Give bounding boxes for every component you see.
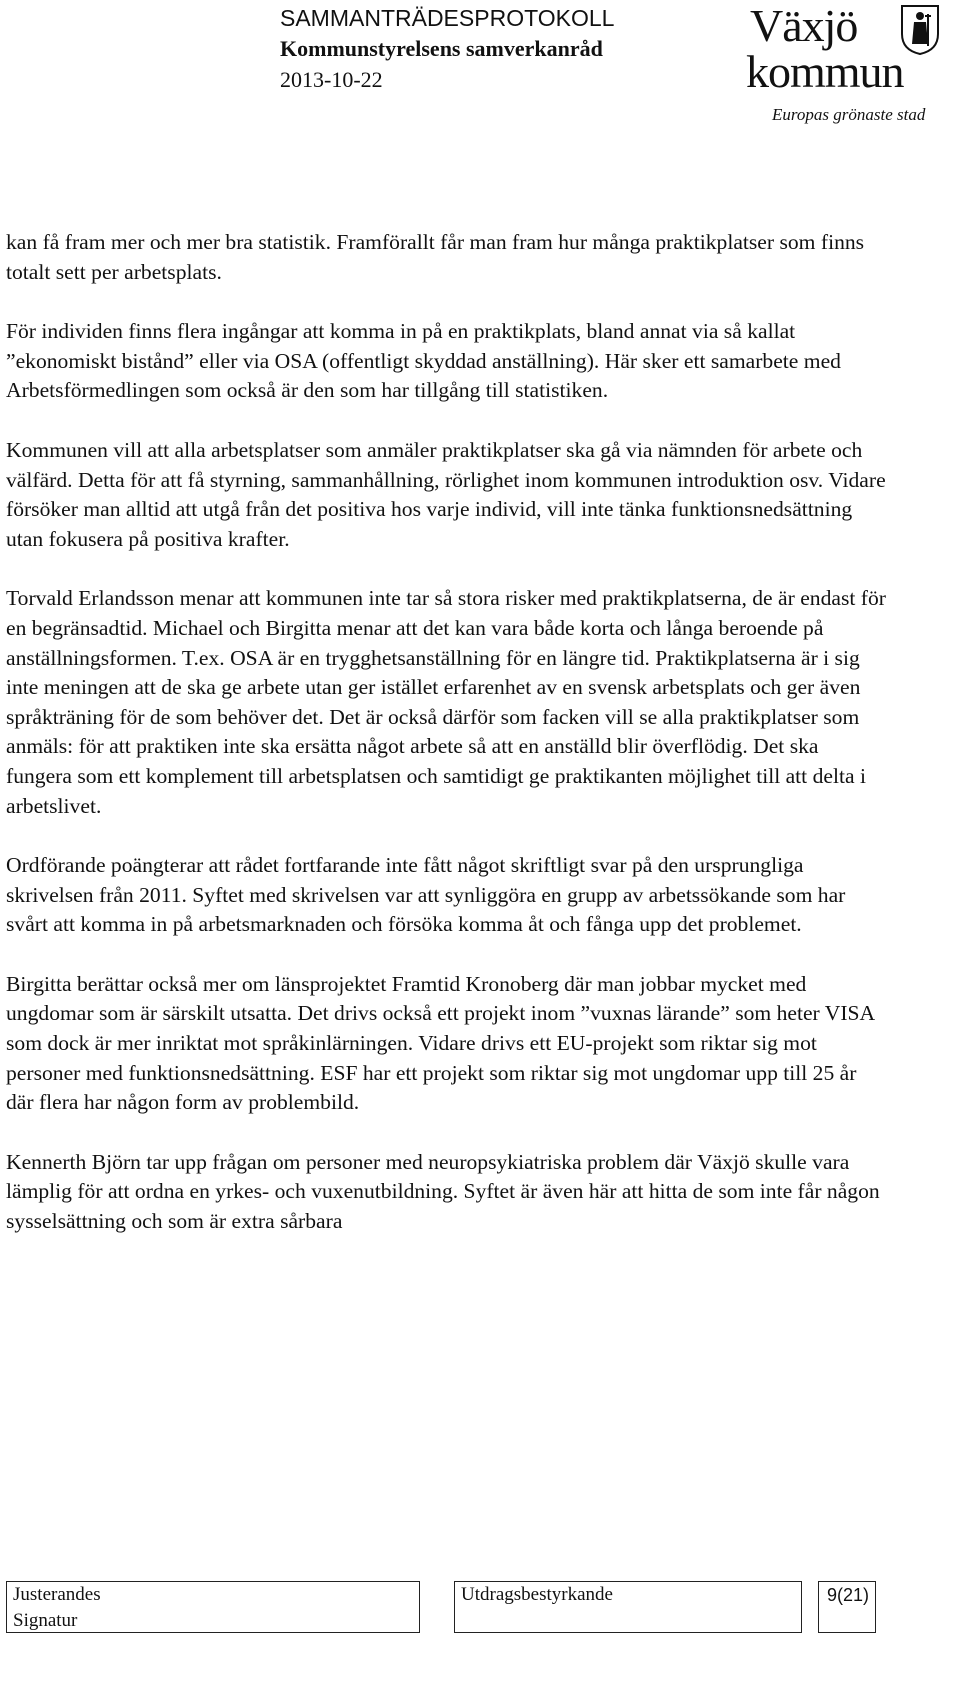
- paragraph: Birgitta berättar också mer om länsprojektet Framtid Kronoberg där man jobbar mycket med ungdomar som är särskilt utsatta. Det drivs också ett projekt inom ”vuxnas lärande” som heter VISA som dock är mer inriktat mot språkinlärningen. Vidare drivs ett EU-projekt som riktar sig mot personer med funktionsnedsättning. ESF har ett projekt som riktar sig mot ungdomar upp till 25 år där flera har någon form av problembild.: [6, 971, 874, 1115]
- document-header: [280, 4, 710, 95]
- paragraph: För individen finns flera ingångar att komma in på en praktikplats, bland annat via så kallat ”ekonomiskt bistånd” eller via OSA (offentligt skyddad anställning). Här sker ett samarbete med Arbetsförmedlingen som också är den som har tillgång till statistiken.: [6, 319, 841, 403]
- logo-wordmark-line1: Växjö: [750, 0, 858, 51]
- utdragsbestyrkande-label: Utdragsbestyrkande: [461, 1584, 613, 1605]
- page-number: 9(21): [826, 1585, 869, 1605]
- paragraph: Kommunen vill att alla arbetsplatser som anmäler praktikplatser ska gå via nämnden för arbete och välfärd. Detta för att få styrning, sammanhållning, rörlighet inom kommunen introduktion osv. Vidare försöker man alltid att utgå från det positiva hos varje individ, vill inte tänka funktionsnedsättning utan fokusera på positiva krafter.: [6, 437, 886, 551]
- utdragsbestyrkande-box: [454, 1581, 802, 1633]
- committee-name: Kommunstyrelsens samverkanråd: [280, 36, 603, 61]
- meeting-date: 2013-10-22: [280, 67, 383, 92]
- paragraph: Ordförande poängterar att rådet fortfarande inte fått något skriftligt svar på den ursprungliga skrivelsen från 2011. Syftet med skrivelsen var att synliggöra en grupp av arbetssökande som har svårt att komma in på arbetsmarknaden och försöka komma åt och fånga upp det problemet.: [6, 853, 846, 937]
- paragraph: Torvald Erlandsson menar att kommunen inte tar så stora risker med praktikplatserna, de är endast för en begränsadtid. Michael och Birgitta menar att det kan vara både korta och långa beroende på anställningsformen. T.ex. OSA är en trygghetsanställning för en längre tid. Praktikplatserna är i sig inte meningen att de ska ge arbete utan ger istället erfarenhet av en svensk arbetsplats och ger även språkträning för de som behöver det. Det är också därför som facken vill se alla praktikplatser som anmäls: för att praktiken inte ska ersätta något arbete så att en anställd blir överflödig. Det ska fungera som ett komplement till arbetsplatsen och samtidigt ge praktikanten möjlighet till att delta i arbetslivet.: [6, 586, 886, 818]
- paragraph: Kennerth Björn tar upp frågan om personer med neuropsykiatriska problem där Växjö skulle vara lämplig för att ordna en yrkes- och vuxenutbildning. Syftet är även här att hitta de som inte får någon sysselsättning och som är extra sårbara: [6, 1149, 880, 1234]
- city-seal-icon: [900, 4, 940, 56]
- paragraph: kan få fram mer och mer bra statistik. Framförallt får man fram hur många praktikplatser som finns totalt sett per arbetsplats.: [6, 230, 865, 284]
- protocol-body: [6, 228, 886, 1237]
- logo-tagline: Europas grönaste stad: [772, 105, 926, 124]
- page-number-box: [818, 1581, 876, 1633]
- justerandes-label: Justerandes: [13, 1584, 101, 1605]
- vaxjo-kommun-logo: [744, 0, 960, 134]
- document-type-title: SAMMANTRÄDESPROTOKOLL: [280, 5, 615, 31]
- justerandes-signature-box: [6, 1581, 420, 1633]
- signatur-label: Signatur: [13, 1610, 78, 1631]
- logo-wordmark-line2: kommun: [746, 46, 904, 97]
